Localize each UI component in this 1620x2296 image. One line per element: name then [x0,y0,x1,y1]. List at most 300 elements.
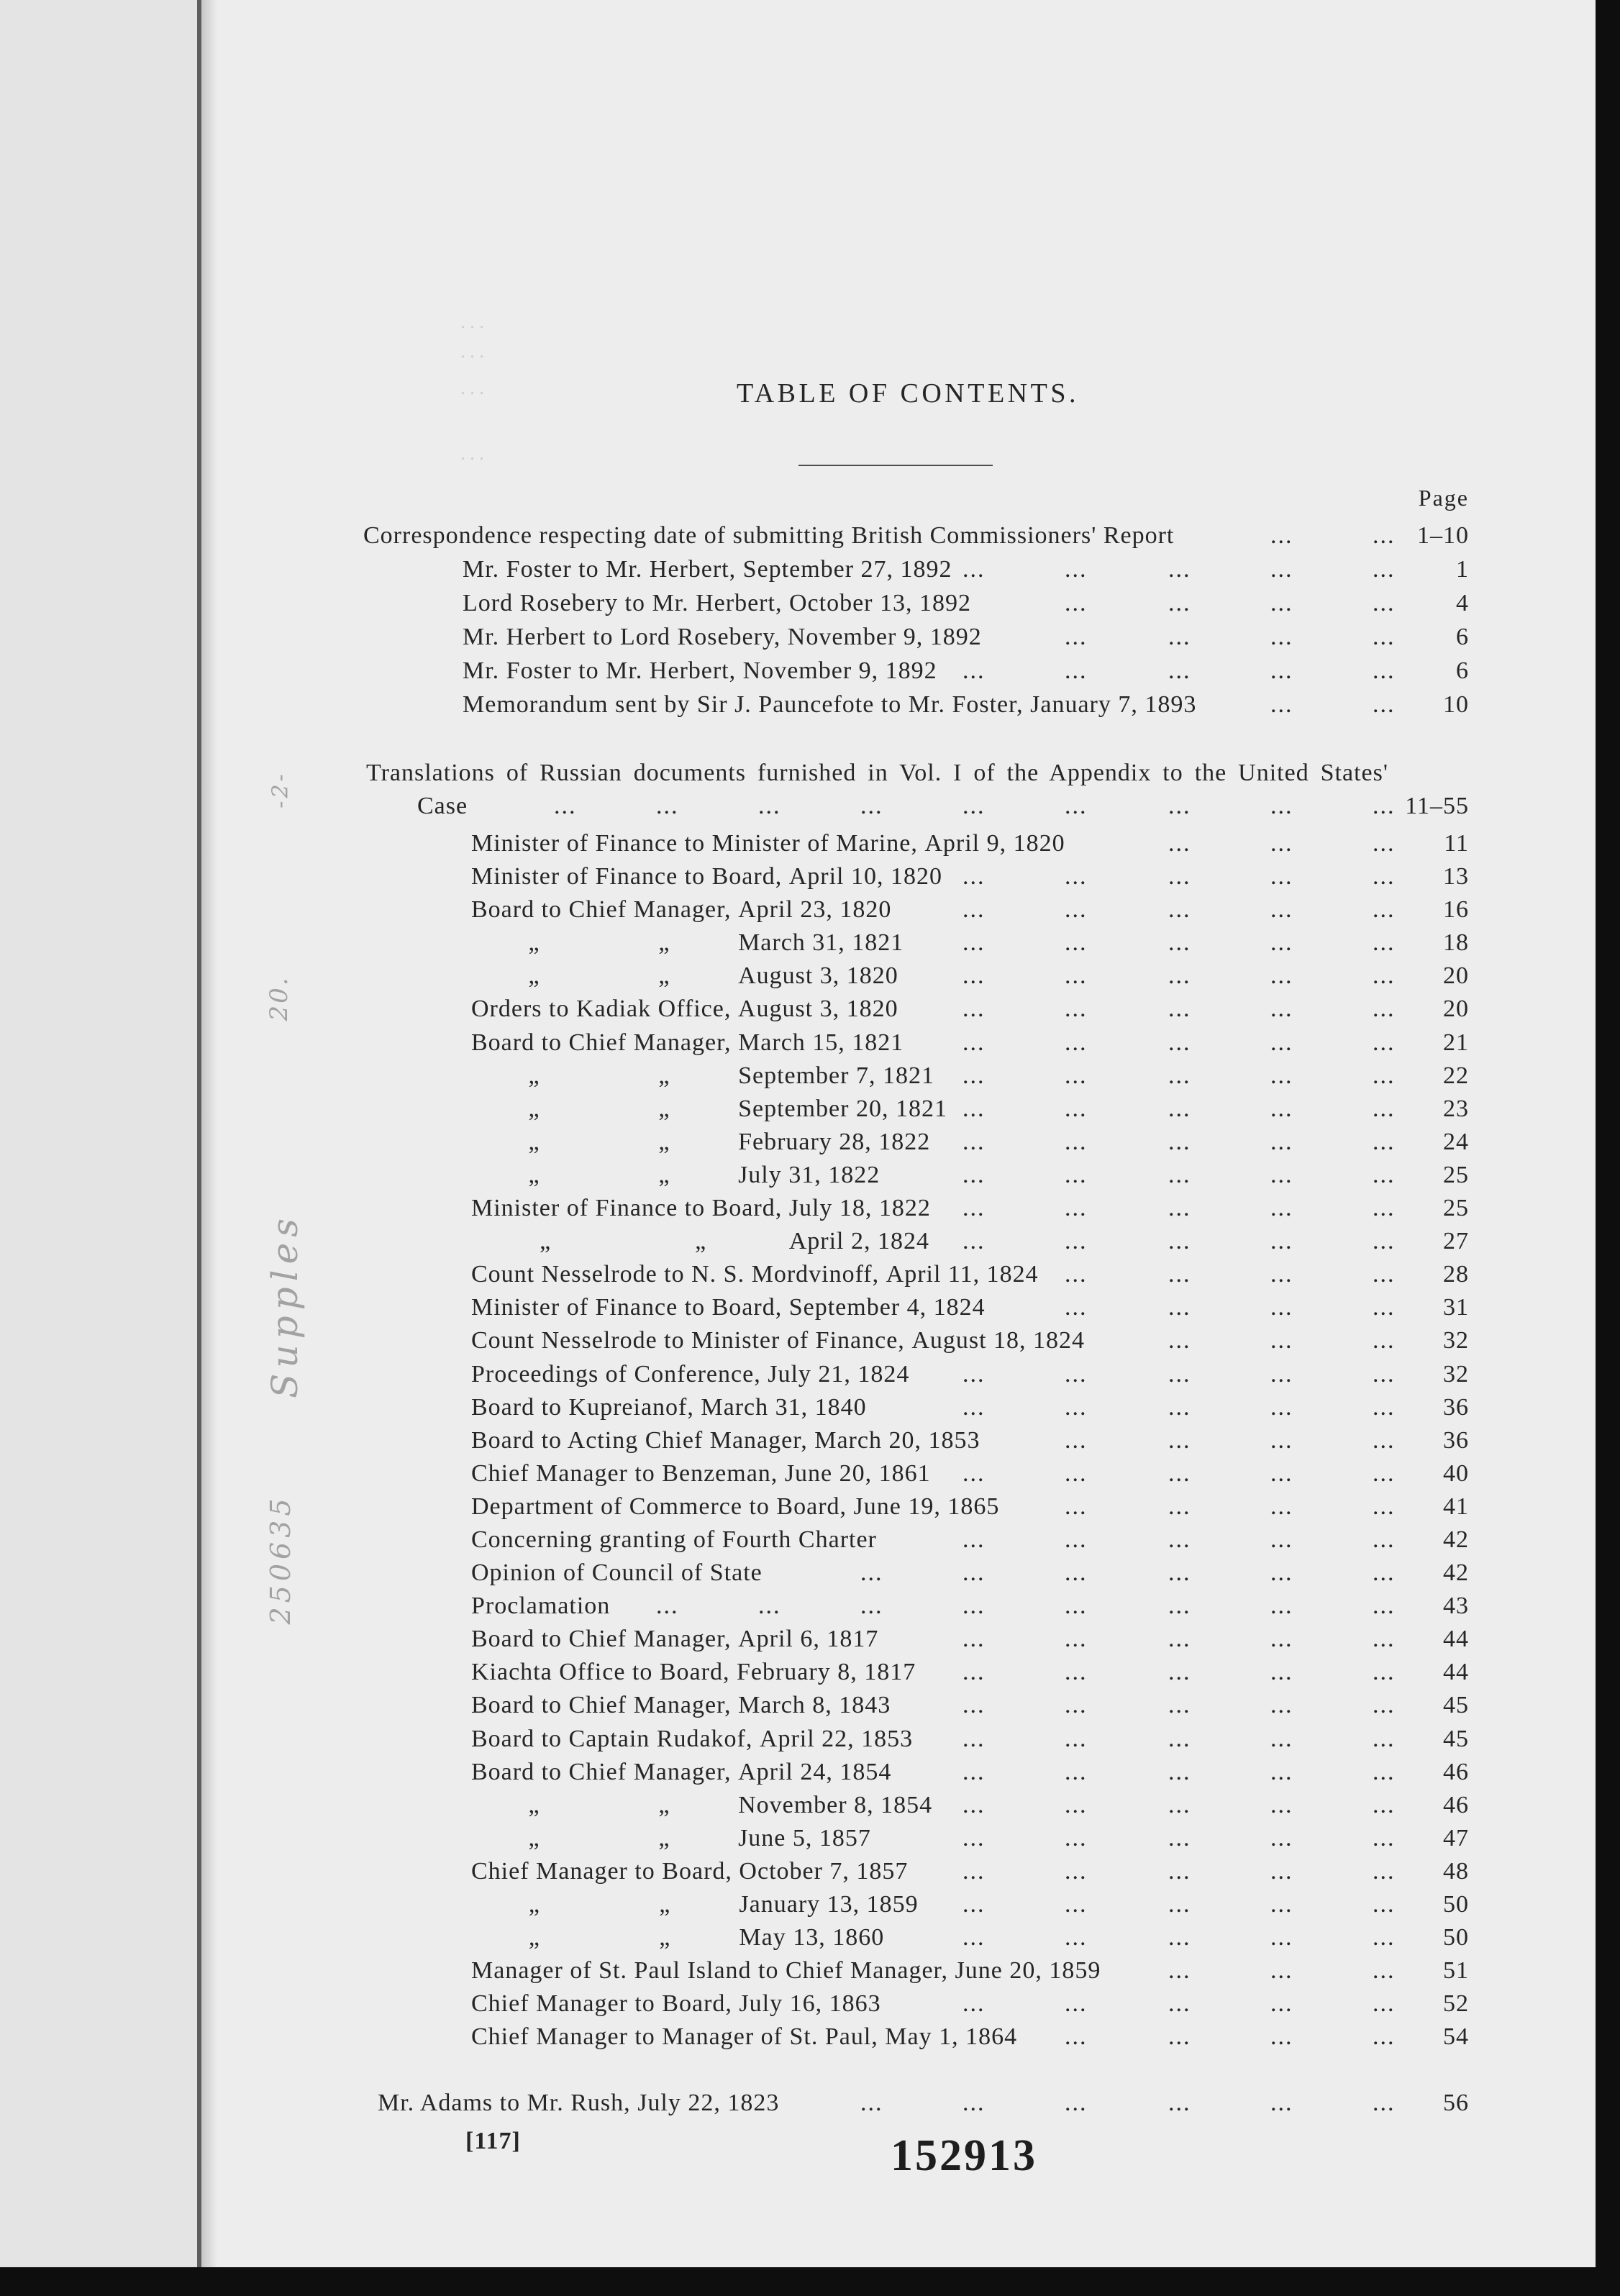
entry-page-number: 10 [1443,691,1469,719]
leader-dots: ... [1065,1426,1088,1454]
page-column-header: Page [1418,485,1469,511]
toc-entry-ditto [0,1225,1620,1258]
leader-dots: ... [1373,556,1396,583]
margin-handwritten-note: -2- [268,771,293,808]
toc-entry-ditto [0,1789,1620,1822]
leader-dots: ... [1270,1626,1293,1653]
entry-title [463,654,937,688]
leader-dots: ... [1168,1659,1191,1686]
entry-head: Chief Manager to Benzeman, [471,1459,778,1487]
entry-date: June 20, 1861 [784,1459,931,1487]
leader-dots: ... [1065,863,1088,890]
leader-dots: ... [656,792,679,819]
leader-dots: ... [1373,1891,1396,1918]
leader-dots: ... [963,1758,986,1785]
leader-dots: ... [1373,1824,1396,1851]
leader-dots: ... [1270,896,1293,924]
entry-date: May 1, 1864 [885,2023,1018,2051]
entry-title [471,1987,881,2021]
leader-dots: ... [963,1228,986,1255]
leader-dots: ... [1168,1791,1191,1818]
leader-dots: ... [963,962,986,990]
leader-dots: ... [1168,1758,1191,1785]
entry-page-number: 28 [1443,1261,1469,1288]
leader-dots: ... [860,792,883,819]
entry-page-number: 45 [1443,1725,1469,1752]
margin-handwritten-note: Supples [264,1213,306,1398]
leader-dots: ... [1373,2090,1396,2116]
entry-head: Mr. Foster to Mr. Herbert, [463,657,737,685]
leader-dots: ... [1065,1360,1088,1388]
toc-entry [0,1424,1620,1457]
toc-entry [0,620,1620,654]
entry-page-number: 20 [1443,962,1469,990]
toc-entry [0,1391,1620,1424]
leader-dots: ... [1065,2023,1088,2051]
entry-date: April 11, 1824 [886,1261,1039,1288]
leader-dots: ... [1373,1493,1396,1520]
leader-dots: ... [1065,556,1088,583]
leader-dots: ... [1168,1294,1191,1321]
leader-dots: ... [963,996,986,1023]
entry-page-number: 54 [1443,2023,1469,2051]
entry-date: March 20, 1853 [814,1426,980,1454]
leader-dots: ... [1065,962,1088,990]
leader-dots: ... [860,1593,883,1620]
toc-entry [0,2087,1620,2120]
leader-dots: ... [1270,1526,1293,1553]
toc-entry [0,1026,1620,1060]
entry-head: Chief Manager to Manager of St. Paul, [471,2023,878,2051]
entry-date: September 20, 1821 [738,1095,947,1122]
toc-entry [0,1954,1620,1987]
leader-dots: ... [963,1791,986,1818]
toc-entry [0,1358,1620,1391]
leader-dots: ... [1270,830,1293,857]
leader-dots: ... [1065,1924,1088,1951]
leader-dots: ... [1373,1857,1396,1885]
toc-entry-ditto [0,926,1620,960]
leader-dots: ... [1270,590,1293,617]
leader-dots: ... [1065,792,1088,819]
entry-date: November 9, 1892 [787,624,982,651]
ditto-mark: „ [695,1228,707,1255]
entry-date: August 3, 1820 [737,996,898,1023]
leader-dots: ... [1373,1957,1396,1985]
leader-dots: ... [1270,1128,1293,1155]
toc-entry [0,993,1620,1026]
entry-page-number: 45 [1443,1692,1469,1719]
show-through-mark: ... [460,311,488,333]
entry-title [471,1756,891,1789]
margin-handwritten-note: 250635 [265,1494,296,1625]
leader-dots: ... [1373,863,1396,890]
ditto-mark: „ [658,1791,670,1818]
leader-dots: ... [1270,624,1293,651]
entry-page-number: 50 [1443,1924,1469,1951]
leader-dots: ... [963,1824,986,1851]
section-page-range: 11–55 [1405,792,1469,819]
leader-dots: ... [1373,1791,1396,1818]
leader-dots: ... [963,863,986,890]
entry-title [471,1590,610,1623]
leader-dots: ... [1168,896,1191,924]
leader-dots: ... [963,1526,986,1553]
section-final-entry [0,2087,1620,2120]
ditto-mark: „ [528,1161,540,1188]
entry-date: February 8, 1817 [736,1659,916,1686]
leader-dots: ... [1270,1659,1293,1686]
entry-head: Count Nesselrode to N. S. Mordvinoff, [471,1261,880,1288]
entry-page-number: 1 [1456,556,1469,583]
leader-dots: ... [1373,1990,1396,2018]
leader-dots: ... [1270,929,1293,957]
leader-dots: ... [1373,1526,1396,1553]
entry-title [471,1026,904,1060]
entry-page-number: 32 [1443,1360,1469,1388]
entry-title [471,1424,980,1457]
entry-title [471,1258,1039,1291]
entry-title [471,1457,931,1490]
leader-dots: ... [1168,1459,1191,1487]
leader-dots: ... [1373,1128,1396,1155]
leader-dots: ... [1168,1161,1191,1188]
leader-dots: ... [1270,1559,1293,1587]
entry-head: Minister of Finance to Board, [471,1294,783,1321]
leader-dots: ... [1168,1957,1191,1985]
entry-date: April 6, 1817 [738,1626,879,1653]
leader-dots: ... [1168,996,1191,1023]
toc-entry [0,1689,1620,1722]
entry-title [471,1523,877,1557]
leader-dots: ... [1373,1062,1396,1089]
leader-dots: ... [1065,896,1088,924]
leader-dots: ... [1373,522,1396,549]
leader-dots: ... [1168,1393,1191,1421]
leader-dots: ... [1270,1758,1293,1785]
leader-dots: ... [1065,1393,1088,1421]
ditto-mark: „ [540,1228,552,1255]
show-through-mark: ... [460,377,488,399]
entry-title [471,2021,1017,2054]
entry-page-number: 21 [1443,1029,1469,1056]
leader-dots: ... [1168,1261,1191,1288]
leader-dots: ... [1270,1426,1293,1454]
leader-dots: ... [1168,1493,1191,1520]
leader-dots: ... [963,792,986,819]
leader-dots: ... [1373,1459,1396,1487]
section-heading: Correspondence respecting date of submitting British Commissioners' Report [363,522,1175,549]
ditto-mark: „ [659,1891,671,1918]
leader-dots: ... [1065,1990,1088,2018]
entry-title [378,2087,779,2120]
toc-entry-ditto [0,1888,1620,1921]
entry-date: March 8, 1843 [738,1692,891,1719]
toc-entry-ditto [0,1921,1620,1954]
leader-dots: ... [1168,1559,1191,1587]
ditto-mark: „ [658,1128,670,1155]
scan-border-bottom [0,2267,1620,2296]
leader-dots: ... [1373,1924,1396,1951]
leader-dots: ... [1270,1857,1293,1885]
entry-page-number: 13 [1443,863,1469,890]
leader-dots: ... [1065,1029,1088,1056]
leader-dots: ... [1270,1393,1293,1421]
ditto-mark: „ [528,1095,540,1122]
toc-entry [0,1590,1620,1623]
toc-entry [0,1457,1620,1490]
leader-dots: ... [1168,929,1191,957]
toc-entry [0,1557,1620,1590]
entry-title [471,1490,999,1523]
entry-page-number: 16 [1443,896,1469,924]
leader-dots: ... [963,1393,986,1421]
entry-title [471,1689,891,1722]
entry-date: July 18, 1822 [788,1195,931,1222]
leader-dots: ... [1270,996,1293,1023]
entry-head: Opinion of Council of State [471,1559,763,1587]
entry-date: August 3, 1820 [738,962,898,990]
entry-head: Minister of Finance to Board, [471,863,783,890]
entry-head: Department of Commerce to Board, [471,1493,847,1520]
leader-dots: ... [1373,590,1396,617]
entry-page-number: 11 [1444,830,1469,857]
leader-dots: ... [963,1692,986,1719]
leader-dots: ... [963,1559,986,1587]
entry-head: Board to Captain Rudakof, [471,1725,753,1752]
leader-dots: ... [1168,2023,1191,2051]
entry-date: April 2, 1824 [788,1228,929,1255]
entry-title [471,860,942,893]
entry-head: Minister of Finance to Minister of Marine, [471,830,918,857]
leader-dots: ... [1373,2023,1396,2051]
entry-page-number: 46 [1443,1791,1469,1818]
toc-entry-ditto [0,1093,1620,1126]
leader-dots: ... [1168,1692,1191,1719]
leader-dots: ... [1373,1161,1396,1188]
entry-date: March 31, 1821 [738,929,904,957]
toc-entry [0,654,1620,688]
toc-entry [0,1490,1620,1523]
leader-dots: ... [1373,1029,1396,1056]
entry-head: Proceedings of Conference, [471,1360,761,1388]
leader-dots: ... [1373,624,1396,651]
leader-dots: ... [1065,996,1088,1023]
entry-date: July 31, 1822 [738,1161,880,1188]
toc-entry [0,1192,1620,1225]
leader-dots: ... [1270,863,1293,890]
leader-dots: ... [1168,1526,1191,1553]
entry-date: November 8, 1854 [738,1791,933,1818]
leader-dots: ... [1065,1725,1088,1752]
leader-dots: ... [1373,1426,1396,1454]
leader-dots: ... [1373,1626,1396,1653]
leader-dots: ... [1168,1095,1191,1122]
leader-dots: ... [1168,1857,1191,1885]
leader-dots: ... [1168,830,1191,857]
ditto-mark: „ [659,1924,671,1951]
toc-entry [0,1723,1620,1756]
entry-date: February 28, 1822 [738,1128,931,1155]
leader-dots: ... [1065,929,1088,957]
entry-page-number: 25 [1443,1161,1469,1188]
entry-title [471,1623,878,1656]
entry-page-number: 27 [1443,1228,1469,1255]
ditto-mark: „ [658,1161,670,1188]
leader-dots: ... [1065,657,1088,685]
leader-dots: ... [1065,1261,1088,1288]
ditto-mark: „ [528,1791,540,1818]
leader-dots: ... [1065,1758,1088,1785]
entry-date: January 13, 1859 [739,1891,919,1918]
entry-title [471,1291,986,1324]
leader-dots: ... [1373,1327,1396,1354]
leader-dots: ... [1373,691,1396,719]
entry-title [471,993,898,1026]
entry-page-number: 56 [1443,2090,1469,2116]
leader-dots: ... [963,1195,986,1222]
entry-head: Mr. Foster to Mr. Herbert, [463,556,737,583]
ditto-mark: „ [528,1891,540,1918]
entry-title [463,688,1196,721]
ditto-mark: „ [528,1924,540,1951]
leader-dots: ... [1270,1891,1293,1918]
leader-dots: ... [1373,1725,1396,1752]
entry-date: November 9, 1892 [742,657,937,685]
leader-dots: ... [860,2090,883,2116]
entry-title [471,1557,763,1590]
entry-head: Orders to Kadiak Office, [471,996,732,1023]
leader-dots: ... [1373,1659,1396,1686]
ditto-mark: „ [658,1824,670,1851]
entry-page-number: 46 [1443,1758,1469,1785]
leader-dots: ... [1270,1360,1293,1388]
toc-section-heading-row [0,519,1620,552]
leader-dots: ... [1373,1692,1396,1719]
leader-dots: ... [1270,1791,1293,1818]
entry-page-number: 31 [1443,1294,1469,1321]
entry-title [463,586,971,620]
entry-date: June 5, 1857 [738,1824,871,1851]
entry-page-number: 36 [1443,1426,1469,1454]
entry-page-number: 32 [1443,1327,1469,1354]
ditto-mark: „ [658,929,670,957]
entry-date: October 13, 1892 [788,590,971,617]
leader-dots: ... [963,2090,986,2116]
leader-dots: ... [963,896,986,924]
leader-dots: ... [1168,1990,1191,2018]
leader-dots: ... [1373,1393,1396,1421]
toc-title: TABLE OF CONTENTS. [737,378,1079,409]
entry-date: April 9, 1820 [924,830,1065,857]
entry-page-number: 22 [1443,1062,1469,1089]
leader-dots: ... [1065,1626,1088,1653]
toc-entry-ditto [0,1060,1620,1093]
entry-date: September 7, 1821 [738,1062,934,1089]
entry-page-number: 50 [1443,1891,1469,1918]
leader-dots: ... [1065,590,1088,617]
leader-dots: ... [1270,1593,1293,1620]
leader-dots: ... [1065,1824,1088,1851]
entry-date: July 22, 1823 [637,2090,780,2116]
entry-title [471,1723,913,1756]
ditto-mark: „ [528,962,540,990]
section-translations-entries [0,827,1620,2054]
toc-entry [0,1756,1620,1789]
toc-entry-ditto [0,1126,1620,1159]
leader-dots: ... [1065,2090,1088,2116]
leader-dots: ... [963,1360,986,1388]
toc-entry [0,1523,1620,1557]
toc-entry [0,688,1620,721]
entry-head: Board to Chief Manager, [471,1758,732,1785]
ditto-mark: „ [528,1128,540,1155]
leader-dots: ... [1065,1195,1088,1222]
toc-entry [0,1656,1620,1689]
toc-entry [0,586,1620,620]
entry-date: March 15, 1821 [738,1029,904,1056]
leader-dots: ... [1270,1195,1293,1222]
leader-dots: ... [1373,1195,1396,1222]
entry-date: January 7, 1893 [1030,691,1197,719]
entry-title [471,827,1065,860]
entry-date: May 13, 1860 [739,1924,885,1951]
leader-dots: ... [1168,1360,1191,1388]
leader-dots: ... [1270,2090,1293,2116]
entry-page-number: 42 [1443,1559,1469,1587]
toc-entry [0,1987,1620,2021]
toc-entry [0,552,1620,586]
entry-title [471,1391,867,1424]
leader-dots: ... [1270,1095,1293,1122]
leader-dots: ... [1168,1426,1191,1454]
toc-entry-ditto [0,1822,1620,1855]
entry-title [471,1324,1085,1357]
toc-entry [0,1291,1620,1324]
entry-head: Mr. Adams to Mr. Rush, [378,2090,631,2116]
scan-border-right [1596,0,1620,2296]
leader-dots: ... [1373,1228,1396,1255]
leader-dots: ... [1270,1824,1293,1851]
leader-dots: ... [1065,1857,1088,1885]
entry-title [471,1358,909,1391]
entry-page-number: 51 [1443,1957,1469,1985]
entry-title [471,1855,908,1888]
entry-head: Manager of St. Paul Island to Chief Manager, [471,1957,948,1985]
entry-page-number: 23 [1443,1095,1469,1122]
leader-dots: ... [1065,1526,1088,1553]
leader-dots: ... [1065,1493,1088,1520]
entry-head: Board to Kupreianof, [471,1393,694,1421]
leader-dots: ... [1270,657,1293,685]
show-through-mark: ... [460,340,488,363]
entry-date: October 7, 1857 [739,1857,909,1885]
entry-date: March 31, 1840 [701,1393,867,1421]
entry-date: September 4, 1824 [788,1294,986,1321]
leader-dots: ... [963,1593,986,1620]
toc-entry [0,1855,1620,1888]
leader-dots: ... [1065,624,1088,651]
entry-head: Count Nesselrode to Minister of Finance, [471,1327,905,1354]
entry-page-number: 4 [1456,590,1469,617]
leader-dots: ... [963,1659,986,1686]
entry-page-number: 44 [1443,1626,1469,1653]
leader-dots: ... [1270,1228,1293,1255]
entry-head: Board to Chief Manager, [471,1692,732,1719]
entry-date: September 27, 1892 [742,556,952,583]
stamped-number: 152913 [891,2131,1037,2180]
entry-page-number: 25 [1443,1195,1469,1222]
